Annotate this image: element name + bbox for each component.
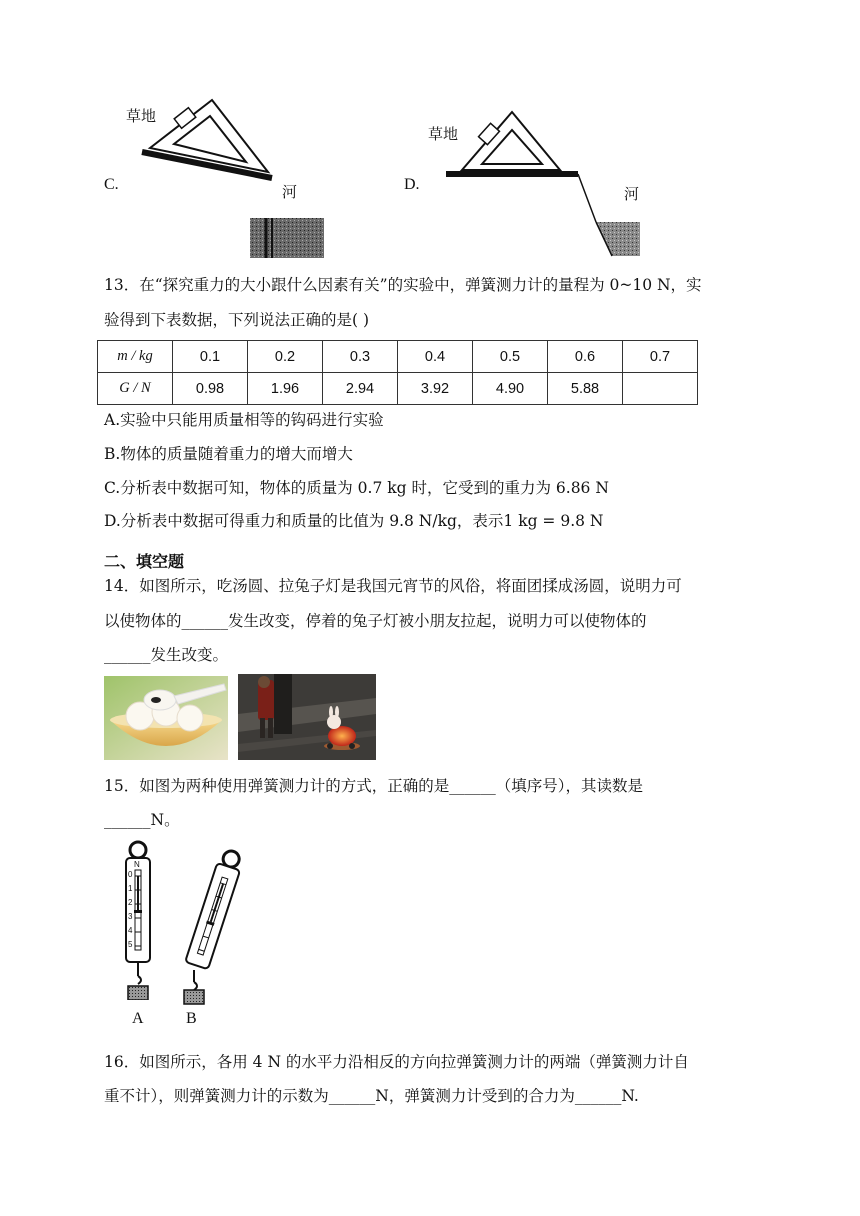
q15-line1: 15．如图为两种使用弹簧测力计的方式，正确的是______（填序号），其读数是	[104, 777, 643, 795]
section-title: 二、填空题	[104, 552, 185, 571]
q14-line1: 14．如图所示，吃汤圆、拉兔子灯是我国元宵节的风俗，将面团揉成汤圆，说明力可	[104, 577, 682, 595]
q13-option-b: B.物体的质量随着重力的增大而增大	[104, 445, 353, 463]
grass-label: 草地	[126, 107, 157, 125]
q14-line3: ______发生改变。	[104, 646, 229, 664]
table-cell: 3.92	[398, 373, 473, 405]
figure-d	[400, 98, 680, 268]
q13-option-d: D.分析表中数据可得重力和质量的比值为 9.8 N/kg，表示1 kg = 9.8 N	[104, 512, 604, 530]
rabbit-lantern-photo	[238, 674, 376, 760]
grass-label: 草地	[428, 125, 459, 143]
table-cell: 5.88	[548, 373, 623, 405]
q15-line2: ______N。	[104, 811, 180, 829]
scale-tick-label: 4	[128, 926, 133, 935]
table-cell: 0.4	[398, 341, 473, 373]
table-cell: 0.3	[323, 341, 398, 373]
table-row-weight	[98, 373, 698, 405]
scale-unit-label: N	[134, 860, 140, 869]
q14-line2: 以使物体的______发生改变，停着的兔子灯被小朋友拉起，说明力可以使物体的	[104, 612, 647, 630]
spring-scale-b	[172, 848, 252, 1008]
table-row-mass	[98, 341, 698, 373]
q13-data-table	[97, 340, 698, 405]
table-cell: 0.7	[623, 341, 698, 373]
q13-option-c: C.分析表中数据可知，物体的质量为 0.7 kg 时，它受到的重力为 6.86 N	[104, 479, 609, 497]
scale-tick-label: 3	[128, 912, 133, 921]
figure-c	[100, 98, 340, 268]
river-label: 河	[624, 185, 640, 203]
tangyuan-photo	[104, 676, 228, 760]
scale-tick-label: 2	[128, 898, 133, 907]
table-cell: 1.96	[248, 373, 323, 405]
scale-a-label: A	[132, 1010, 144, 1027]
table-cell: 0.1	[173, 341, 248, 373]
q16-line2: 重不计），则弹簧测力计的示数为______N，弹簧测力计受到的合力为______N.	[104, 1087, 639, 1105]
option-d-label: D.	[404, 176, 420, 193]
q16-line1: 16．如图所示，各用 4 N 的水平力沿相反的方向拉弹簧测力计的两端（弹簧测力计自	[104, 1053, 689, 1071]
slope-diagram-c	[100, 98, 340, 268]
spring-scale-a	[114, 840, 164, 1000]
table-head-weight: G / N	[98, 373, 173, 405]
scale-tick-label: 1	[128, 884, 133, 893]
scale-tick-label: 0	[128, 870, 133, 879]
option-c-label: C.	[104, 176, 119, 193]
table-cell	[623, 373, 698, 405]
table-cell: 4.90	[473, 373, 548, 405]
q13-option-a: A.实验中只能用质量相等的钩码进行实验	[104, 411, 384, 429]
scale-tick-label: 5	[128, 940, 133, 949]
q13-stem-line1: 13．在“探究重力的大小跟什么因素有关”的实验中，弹簧测力计的量程为 0~10 N，实	[104, 276, 702, 294]
table-head-mass: m / kg	[98, 341, 173, 373]
q13-stem-line2: 验得到下表数据，下列说法正确的是( )	[104, 311, 370, 329]
table-cell: 0.2	[248, 341, 323, 373]
scale-b-label: B	[186, 1010, 197, 1027]
slope-diagram-d	[400, 98, 680, 268]
table-cell: 0.6	[548, 341, 623, 373]
table-cell: 0.5	[473, 341, 548, 373]
table-cell: 2.94	[323, 373, 398, 405]
river-label: 河	[282, 183, 298, 201]
table-cell: 0.98	[173, 373, 248, 405]
